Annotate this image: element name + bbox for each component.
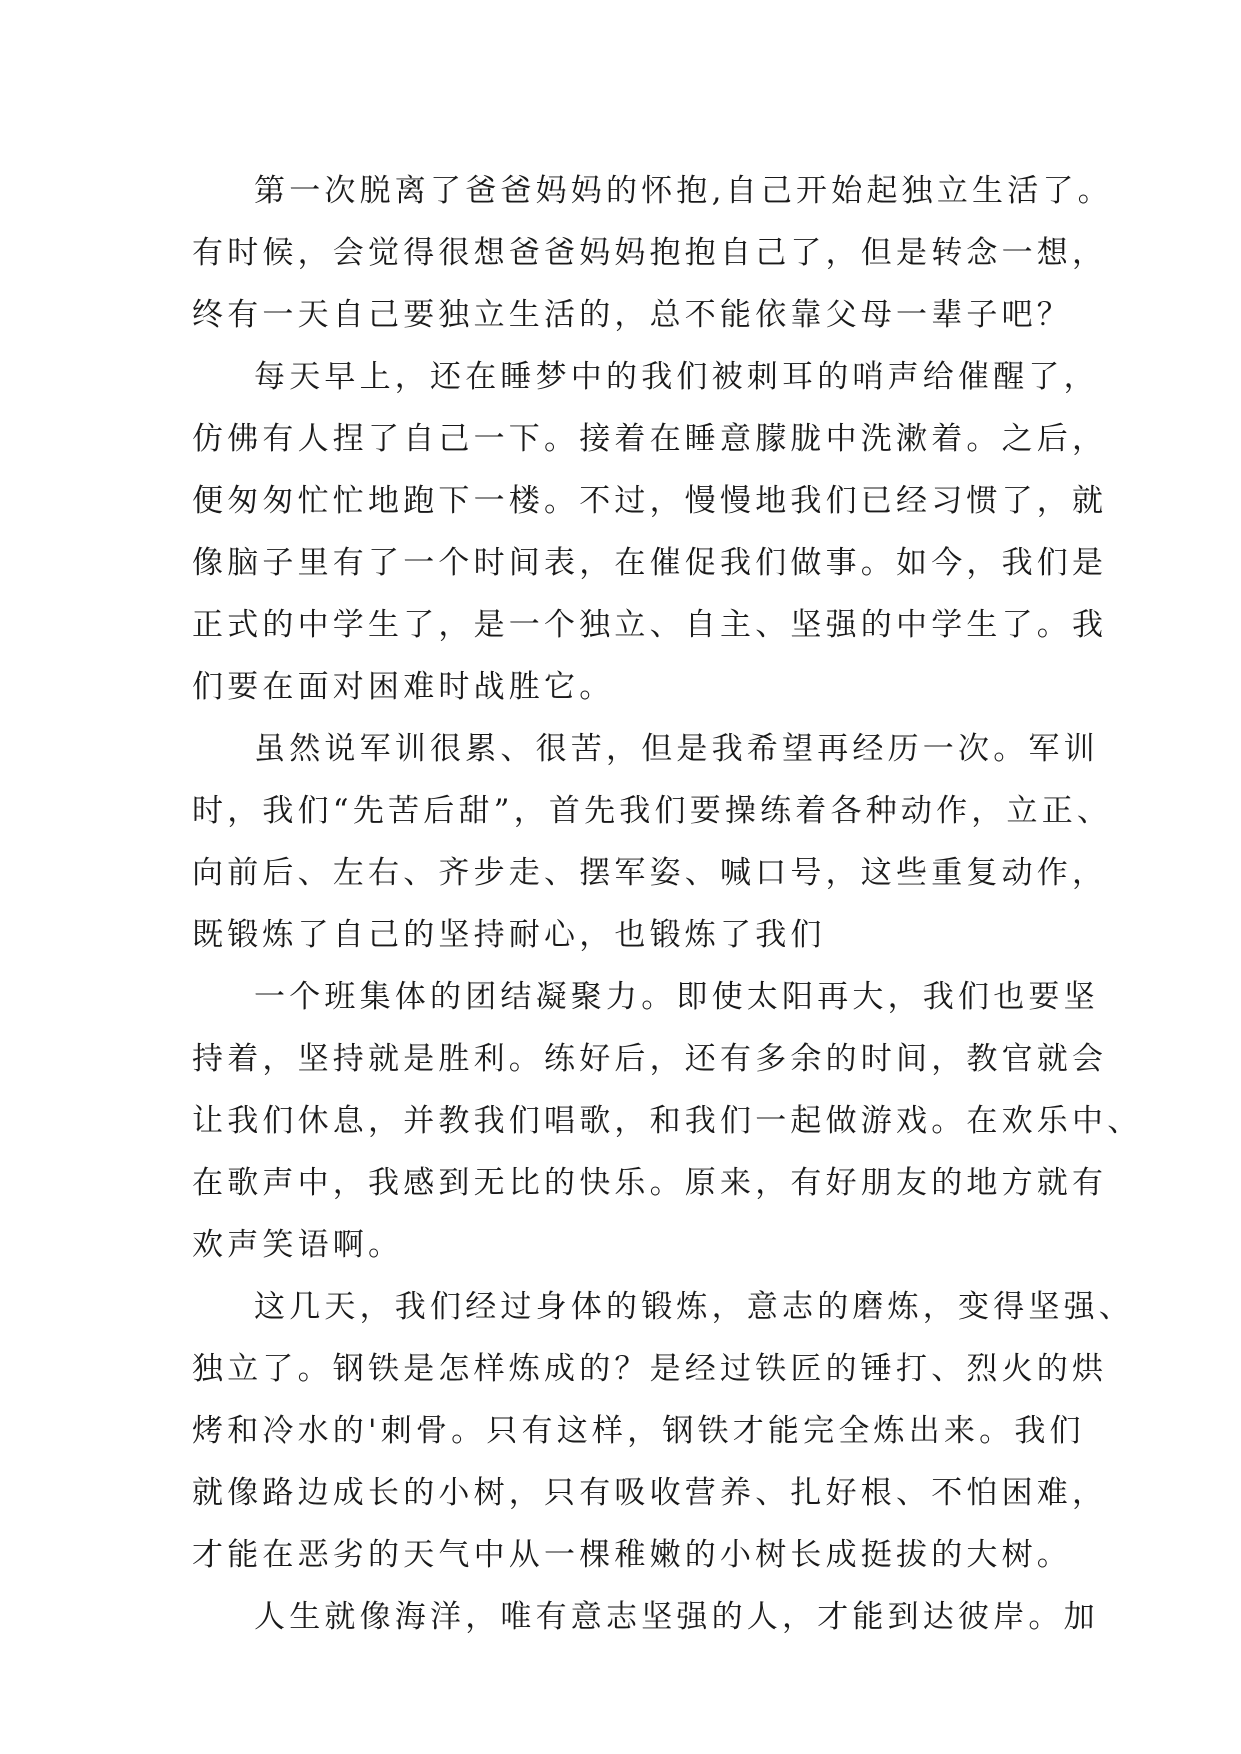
text-line: 持着，坚持就是胜利。练好后，还有多余的时间，教官就会	[192, 1041, 1108, 1077]
text-line: 虽然说军训很累、很苦，但是我希望再经历一次。军训	[254, 731, 1099, 767]
text-line: 就像路边成长的小树，只有吸收营养、扎好根、不怕困难，	[192, 1475, 1108, 1511]
document-body	[192, 160, 1143, 1648]
text-line: 像脑子里有了一个时间表，在催促我们做事。如今，我们是	[192, 545, 1108, 581]
text-line: 这几天，我们经过身体的锻炼，意志的磨炼，变得坚强、	[254, 1289, 1134, 1325]
text-line: 烤和冷水的'刺骨。只有这样，钢铁才能完全炼出来。我们	[192, 1413, 1085, 1449]
text-line: 向前后、左右、齐步走、摆军姿、喊口号，这些重复动作，	[192, 855, 1108, 891]
text-line: 第一次脱离了爸爸妈妈的怀抱,自己开始起独立生活了。	[254, 173, 1113, 209]
text-line: 既锻炼了自己的坚持耐心，也锻炼了我们	[192, 917, 826, 953]
text-line: 仿佛有人捏了自己一下。接着在睡意朦胧中洗漱着。之后，	[192, 421, 1108, 457]
text-line: 欢声笑语啊。	[192, 1227, 404, 1263]
text-line: 独立了。钢铁是怎样炼成的？是经过铁匠的锤打、烈火的烘	[192, 1351, 1108, 1387]
text-line: 时，我们“先苦后甜”，首先我们要操练着各种动作，立正、	[192, 793, 1113, 829]
text-line: 有时候，会觉得很想爸爸妈妈抱抱自己了，但是转念一想，	[192, 235, 1108, 271]
text-line: 一个班集体的团结凝聚力。即使太阳再大，我们也要坚	[254, 979, 1099, 1015]
text-line: 们要在面对困难时战胜它。	[192, 669, 615, 705]
text-line: 让我们休息，并教我们唱歌，和我们一起做游戏。在欢乐中、	[192, 1103, 1143, 1139]
text-line: 每天早上，还在睡梦中的我们被刺耳的哨声给催醒了，	[254, 359, 1099, 395]
text-line: 才能在恶劣的天气中从一棵稚嫩的小树长成挺拔的大树。	[192, 1537, 1072, 1573]
text-line: 在歌声中，我感到无比的快乐。原来，有好朋友的地方就有	[192, 1165, 1108, 1201]
text-line: 人生就像海洋，唯有意志坚强的人，才能到达彼岸。加	[254, 1599, 1099, 1635]
text-line: 终有一天自己要独立生活的，总不能依靠父母一辈子吧？	[192, 297, 1072, 333]
text-line: 便匆匆忙忙地跑下一楼。不过，慢慢地我们已经习惯了，就	[192, 483, 1108, 519]
text-line: 正式的中学生了，是一个独立、自主、坚强的中学生了。我	[192, 607, 1108, 643]
